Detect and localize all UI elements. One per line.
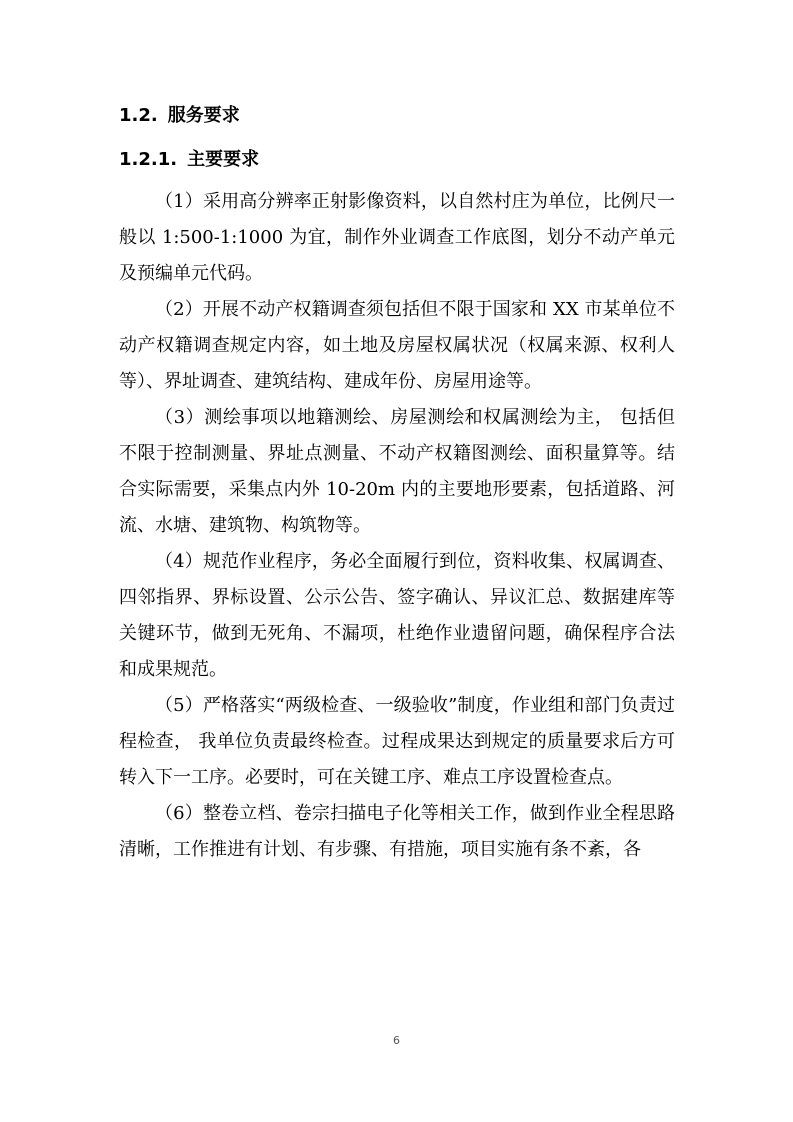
page-number: 6 — [393, 1034, 400, 1047]
paragraph-1: （1）采用高分辨率正射影像资料，以自然村庄为单位，比例尺一般以 1:500-1:1000 为宜，制作外业调查工作底图，划分不动产单元及预编单元代码。 — [119, 191, 675, 284]
paragraph-6: （6）整卷立档、卷宗扫描电子化等相关工作，做到作业全程思路清晰，工作推进有计划、有步骤、有措施，项目实施有条不紊，各 — [119, 803, 675, 860]
section-title: 服务要求 — [167, 105, 240, 126]
paragraph-2: （2）开展不动产权籍调查须包括但不限于国家和 XX 市某单位不动产权籍调查规定内容，如土地及房屋权属状况（权属来源、权利人等）、界址调查、建筑结构、建成年份、房屋用途等。 — [119, 299, 675, 392]
body-text — [119, 184, 675, 868]
section-heading — [119, 104, 240, 128]
paragraph-5: （5）严格落实“两级检查、一级验收”制度，作业组和部门负责过程检查， 我单位负责最终检查。过程成果达到规定的质量要求后方可转入下一工序。必要时，可在关键工序、难点工序设置检查点。 — [119, 695, 675, 788]
section-number: 1.2. — [119, 105, 158, 126]
paragraph-3: （3）测绘事项以地籍测绘、房屋测绘和权属测绘为主， 包括但不限于控制测量、界址点测量、不动产权籍图测绘、面积量算等。结合实际需要，采集点内外 10-20m 内的主要地形要素，包括道路、河流、水塘、建筑物、构筑物等。 — [119, 407, 675, 536]
subsection-heading — [119, 148, 259, 172]
paragraph-4: （4）规范作业程序，务必全面履行到位，资料收集、权属调查、四邻指界、界标设置、公示公告、签字确认、异议汇总、数据建库等关键环节，做到无死角、不漏项，杜绝作业遗留问题，确保程序合法和成果规范。 — [119, 551, 675, 680]
subsection-number: 1.2.1. — [119, 149, 178, 170]
subsection-title: 主要要求 — [187, 149, 260, 170]
